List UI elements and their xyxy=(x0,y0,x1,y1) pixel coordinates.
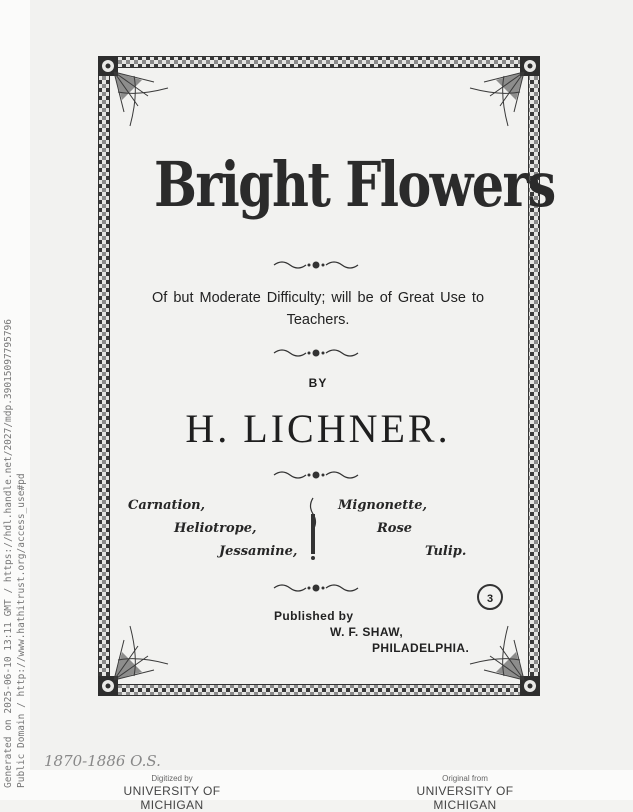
piece-title: Jessamine, xyxy=(219,544,298,559)
handwritten-note: 1870-1886 O.S. xyxy=(44,752,161,770)
flourish-divider-icon xyxy=(272,346,360,360)
vertical-flourish-icon xyxy=(307,496,319,562)
original-from xyxy=(385,774,545,812)
flourish-divider-icon xyxy=(272,258,360,272)
original-from-institution: UNIVERSITY OF MICHIGAN xyxy=(416,784,514,812)
number-badge xyxy=(477,584,503,610)
piece-title: Rose xyxy=(377,521,413,536)
publisher-name: W. F. SHAW, xyxy=(330,625,404,639)
digitized-by xyxy=(92,774,252,812)
piece-title: Carnation, xyxy=(128,498,206,513)
flourish-divider-icon xyxy=(272,468,360,482)
public-domain-line: Public Domain / http://www.hathitrust.org/access_use#pd xyxy=(16,473,27,788)
number-value: 3 xyxy=(486,593,494,605)
original-from-label: Original from xyxy=(442,774,488,783)
digitized-by-label: Digitized by xyxy=(151,774,193,783)
piece-title: Heliotrope, xyxy=(174,521,257,536)
digitized-by-institution: UNIVERSITY OF MICHIGAN xyxy=(123,784,221,812)
by-label: BY xyxy=(308,376,328,390)
piece-title: Mignonette, xyxy=(338,498,428,513)
publisher-label: Published by xyxy=(274,609,354,623)
piece-title: Tulip. xyxy=(425,544,467,559)
subtitle: Of but Moderate Difficulty; will be of Great Use to Teachers. xyxy=(151,290,485,328)
publisher-city: PHILADELPHIA. xyxy=(372,641,470,655)
flourish-divider-icon xyxy=(272,581,360,595)
generated-info-line: Generated on 2025-06-10 13:11 GMT / https://hdl.handle.net/2027/mdp.39015097795796 xyxy=(3,319,14,788)
composer-name: H. LICHNER. xyxy=(185,406,451,451)
page-title: Bright Flowers xyxy=(154,148,555,221)
